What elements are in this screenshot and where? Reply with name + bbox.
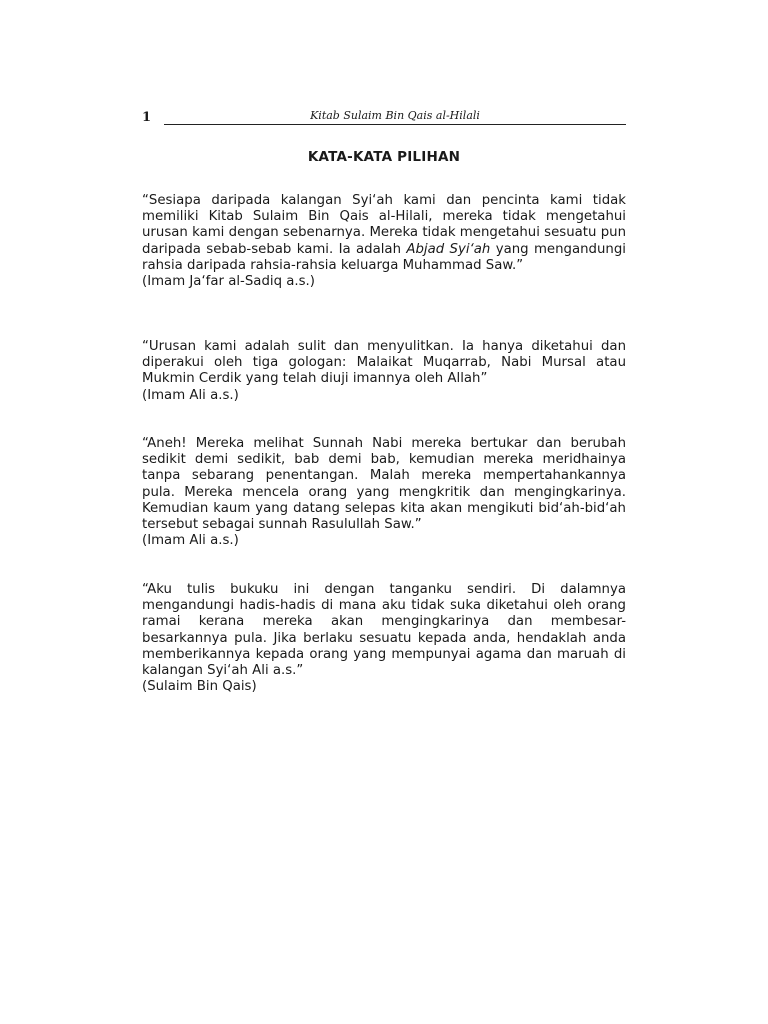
quote-block: [142, 193, 626, 290]
quote-attribution: (Imam Ja‘far al-Sadiq a.s.): [142, 274, 315, 290]
quote-block: [142, 339, 626, 404]
quote-text: “Aku tulis bukuku ini dengan tanganku sendiri. Di dalamnya mengandungi hadis-hadis di mana aku tidak suka diketahui oleh orang ramai kerana mereka akan mengingkarinya dan membesar-besarkannya pula. Jika berlaku sesuatu kepada anda, hendaklah anda memberikannya kepada orang yang mempunyai agama dan maruah di kalangan Syi‘ah Ali a.s.”: [142, 582, 626, 679]
quote-text-start: “Sesiapa daripada kalangan Syi‘ah kami dan pencinta kami tidak memiliki Kitab Sulaim Bin Qais al-Hilali, mereka tidak mengetahui urusan kami dengan sebenarnya. Mereka tidak mengetahui sesuatu pun daripada sebab-sebab kami. Ia adalah: [142, 193, 626, 257]
quote-block: [142, 582, 626, 695]
quote-text: “Urusan kami adalah sulit dan menyulitkan. Ia hanya diketahui dan diperakui oleh tiga gologan: Malaikat Muqarrab, Nabi Mursal atau Mukmin Cerdik yang telah diuji imannya oleh Allah”: [142, 339, 626, 387]
quote-attribution: (Sulaim Bin Qais): [142, 679, 257, 695]
page-number: 1: [142, 110, 152, 125]
quote-text: “Aneh! Mereka melihat Sunnah Nabi mereka bertukar dan berubah sedikit demi sedikit, bab demi bab, kemudian mereka meridhainya tanpa sebarang penentangan. Malah mereka mempertahankannya pula. Mereka mencela orang yang mengkritik dan mengingkarinya. Kemudian kaum yang datang selepas kita akan mengikuti bid‘ah-bid‘ah tersebut sebagai sunnah Rasulullah Saw.”: [142, 436, 626, 533]
quote-block: [142, 436, 626, 549]
quote-attribution: (Imam Ali a.s.): [142, 387, 239, 403]
page-title: KATA-KATA PILIHAN: [307, 149, 461, 165]
quote-attribution: (Imam Ali a.s.): [142, 533, 239, 549]
quote-text-end: yang mengandungi rahsia daripada rahsia-rahsia keluarga Muhammad Saw.”: [142, 241, 626, 273]
running-head: Kitab Sulaim Bin Qais al-Hilali: [310, 109, 480, 122]
quote-italic-term: Abjad Syi‘ah: [406, 241, 491, 257]
header-rule: [164, 124, 626, 125]
quote-text: [142, 193, 626, 274]
